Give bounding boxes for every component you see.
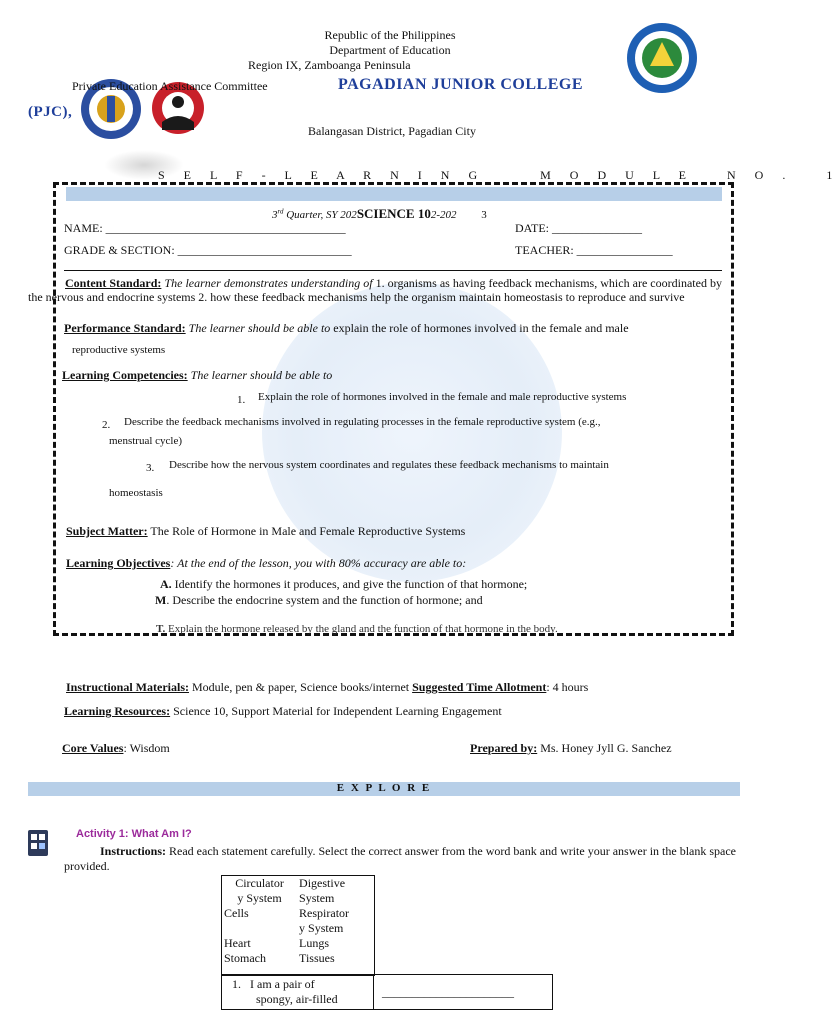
competency-1: Explain the role of hormones involved in the female and male reproductive systems xyxy=(258,391,627,403)
header-address: Balangasan District, Pagadian City xyxy=(308,124,476,138)
header-republic: Republic of the Philippines xyxy=(324,28,456,42)
performance-standard: Performance Standard: The learner should be able to explain the role of hormones involved in the female and male xyxy=(64,321,629,335)
word-bank-row: y System xyxy=(299,921,344,935)
word-bank-row: Cells Respirator xyxy=(224,906,350,920)
competency-2: Describe the feedback mechanisms involved in regulating processes in the female reproductive system (e.g., xyxy=(124,416,601,428)
word-bank-row: y System System xyxy=(237,891,335,905)
header-peac: Private Education Assistance Committee xyxy=(72,79,268,93)
pjc-school-logo xyxy=(626,22,698,94)
name-field[interactable]: NAME: ________________________________________ xyxy=(64,221,346,235)
competency-2-cont: menstrual cycle) xyxy=(109,435,182,447)
competency-1-num: 1. xyxy=(237,394,246,406)
subject-matter: Subject Matter: The Role of Hormone in Male and Female Reproductive Systems xyxy=(66,524,466,538)
header-deped: Department of Education xyxy=(329,43,451,57)
objective-a: A. Identify the hormones it produces, and give the function of that hormone; xyxy=(160,577,528,591)
content-standard: Content Standard: The learner demonstrates understanding of 1. organisms as having feedback mechanisms, which are coordinated by the nervous and endocrine systems 2. how these feedback mechanisms help the organism maintain homeostasis to reproduce and survive xyxy=(28,276,722,304)
word-bank-row: Stomach Tissues xyxy=(224,951,335,965)
module-title: S E L F - L E A R N I N G M O D U L E N O . 1 xyxy=(158,168,840,182)
learning-competencies: Learning Competencies: The learner should be able to xyxy=(62,368,333,382)
question-1-text: I am a pair of xyxy=(250,977,315,991)
learning-resources: Learning Resources: Science 10, Support Material for Independent Learning Engagement xyxy=(64,704,502,718)
competency-3-num: 3. xyxy=(146,462,155,474)
divider-line xyxy=(64,270,722,271)
word-bank-row: Circulator Digestive xyxy=(235,876,346,890)
date-field[interactable]: DATE: _______________ xyxy=(515,221,642,235)
question-1-text-cont: spongy, air-filled xyxy=(256,992,338,1006)
question-1-number: 1. xyxy=(232,977,241,991)
performance-standard-cont: reproductive systems xyxy=(72,344,166,356)
activity-icon xyxy=(26,826,50,858)
activity-title: Activity 1: What Am I? xyxy=(76,828,192,840)
answer-blank-1[interactable]: ______________________ xyxy=(382,985,514,999)
info-header-bar xyxy=(66,187,722,201)
core-values: Core Values: Wisdom xyxy=(62,741,170,755)
school-name: PAGADIAN JUNIOR COLLEGE xyxy=(338,76,583,93)
word-bank xyxy=(221,875,375,976)
objective-m: M. Describe the endocrine system and the function of hormone; and xyxy=(155,593,483,607)
learning-objectives: Learning Objectives: At the end of the lesson, you with 80% accuracy are able to: xyxy=(66,556,467,570)
prepared-by: Prepared by: Ms. Honey Jyll G. Sanchez xyxy=(470,741,672,755)
pjc-abbreviation: (PJC), xyxy=(28,104,73,120)
competency-3-cont: homeostasis xyxy=(109,487,163,499)
competency-3: Describe how the nervous system coordinates and regulates these feedback mechanisms to maintain xyxy=(169,459,609,471)
competency-2-num: 2. xyxy=(102,419,111,431)
subject-title: SCIENCE 10 xyxy=(356,206,431,221)
quarter-line: 3rd Quarter, SY 202SCIENCE 102-202 3 xyxy=(272,206,487,221)
header-region: Region IX, Zamboanga Peninsula xyxy=(248,58,411,72)
question-divider xyxy=(373,974,374,1010)
word-bank-row: Heart Lungs xyxy=(224,936,330,950)
grade-section-field[interactable]: GRADE & SECTION: _____________________________ xyxy=(64,243,352,257)
activity-instructions: Instructions: Read each statement carefully. Select the correct answer from the word bank and write your answer in the blank space provided. xyxy=(64,844,737,873)
teacher-field[interactable]: TEACHER: ________________ xyxy=(515,243,673,257)
explore-title: E X P L O R E xyxy=(336,782,432,794)
objective-t: T. Explain the hormone released by the gland and the function of that hormone in the body. xyxy=(156,623,558,635)
instructional-materials: Instructional Materials: Module, pen & paper, Science books/internet Suggested Time Allotment: 4 hours xyxy=(66,680,589,694)
